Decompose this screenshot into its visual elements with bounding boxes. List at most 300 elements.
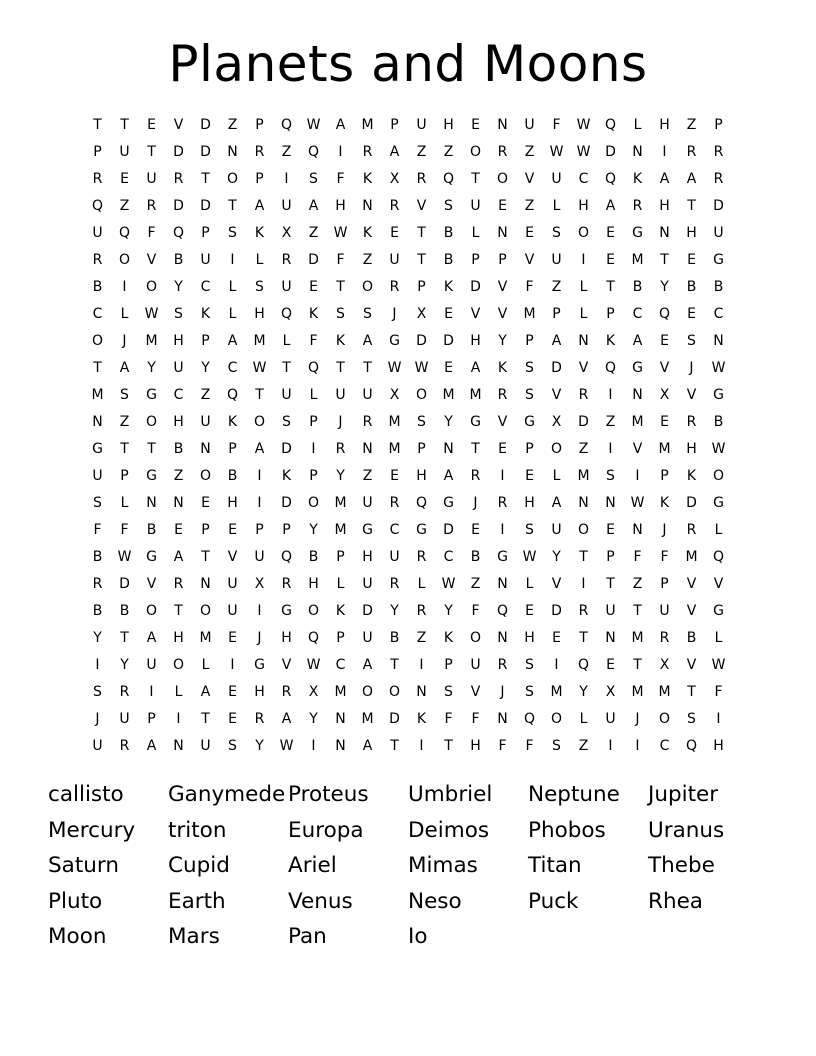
- grid-cell[interactable]: K: [335, 333, 346, 349]
- grid-cell[interactable]: P: [309, 468, 318, 484]
- grid-cell[interactable]: A: [335, 117, 346, 133]
- grid-cell[interactable]: W: [387, 360, 402, 376]
- grid-cell[interactable]: Q: [712, 549, 725, 565]
- grid-cell[interactable]: H: [173, 414, 184, 430]
- grid-cell[interactable]: R: [497, 495, 508, 511]
- grid-cell[interactable]: P: [309, 414, 318, 430]
- grid-cell[interactable]: Q: [91, 198, 104, 214]
- grid-cell[interactable]: D: [416, 333, 427, 349]
- grid-cell[interactable]: I: [635, 738, 640, 754]
- grid-cell[interactable]: U: [362, 630, 373, 646]
- grid-cell[interactable]: I: [257, 495, 262, 511]
- grid-cell[interactable]: D: [119, 576, 130, 592]
- grid-cell[interactable]: A: [308, 198, 319, 214]
- grid-cell[interactable]: I: [230, 657, 235, 673]
- grid-cell[interactable]: W: [711, 441, 726, 457]
- grid-cell[interactable]: T: [147, 144, 156, 160]
- grid-cell[interactable]: P: [498, 252, 507, 268]
- grid-cell[interactable]: D: [362, 603, 373, 619]
- grid-cell[interactable]: S: [174, 306, 183, 322]
- grid-cell[interactable]: J: [473, 495, 478, 511]
- grid-cell[interactable]: U: [281, 279, 292, 295]
- grid-cell[interactable]: T: [633, 657, 642, 673]
- grid-cell[interactable]: M: [523, 306, 536, 322]
- grid-cell[interactable]: N: [173, 738, 184, 754]
- grid-cell[interactable]: G: [443, 495, 454, 511]
- grid-cell[interactable]: G: [146, 468, 157, 484]
- grid-cell[interactable]: K: [416, 711, 427, 727]
- grid-cell[interactable]: V: [470, 684, 481, 700]
- grid-cell[interactable]: W: [117, 549, 132, 565]
- grid-cell[interactable]: F: [120, 522, 129, 538]
- grid-cell[interactable]: H: [254, 684, 265, 700]
- grid-cell[interactable]: U: [470, 198, 481, 214]
- grid-cell[interactable]: Y: [120, 657, 129, 673]
- grid-cell[interactable]: T: [201, 711, 210, 727]
- grid-cell[interactable]: K: [632, 171, 643, 187]
- grid-cell[interactable]: D: [713, 198, 724, 214]
- grid-cell[interactable]: S: [525, 684, 534, 700]
- grid-cell[interactable]: Q: [496, 603, 509, 619]
- grid-cell[interactable]: G: [146, 387, 157, 403]
- grid-cell[interactable]: Y: [498, 333, 507, 349]
- grid-cell[interactable]: T: [471, 441, 480, 457]
- grid-cell[interactable]: D: [605, 144, 616, 160]
- grid-cell[interactable]: D: [686, 495, 697, 511]
- grid-cell[interactable]: U: [389, 549, 400, 565]
- grid-cell[interactable]: U: [524, 117, 535, 133]
- grid-cell[interactable]: L: [579, 306, 588, 322]
- grid-cell[interactable]: N: [659, 225, 670, 241]
- grid-cell[interactable]: F: [660, 549, 669, 565]
- grid-cell[interactable]: U: [227, 576, 238, 592]
- grid-cell[interactable]: A: [362, 333, 373, 349]
- grid-cell[interactable]: O: [226, 171, 239, 187]
- grid-cell[interactable]: R: [254, 144, 265, 160]
- grid-cell[interactable]: M: [469, 387, 482, 403]
- grid-cell[interactable]: Y: [309, 711, 318, 727]
- grid-cell[interactable]: Z: [173, 468, 184, 484]
- grid-cell[interactable]: V: [713, 576, 724, 592]
- grid-cell[interactable]: A: [227, 333, 238, 349]
- grid-cell[interactable]: S: [525, 657, 534, 673]
- grid-cell[interactable]: T: [579, 630, 588, 646]
- grid-cell[interactable]: O: [388, 684, 401, 700]
- grid-cell[interactable]: I: [662, 144, 667, 160]
- grid-cell[interactable]: Y: [174, 279, 183, 295]
- grid-cell[interactable]: S: [228, 738, 237, 754]
- grid-cell[interactable]: Z: [605, 414, 616, 430]
- grid-cell[interactable]: K: [335, 603, 346, 619]
- grid-cell[interactable]: I: [311, 441, 316, 457]
- grid-cell[interactable]: L: [714, 522, 723, 538]
- grid-cell[interactable]: R: [92, 171, 103, 187]
- grid-cell[interactable]: R: [416, 603, 427, 619]
- grid-cell[interactable]: L: [228, 279, 237, 295]
- grid-cell[interactable]: S: [282, 414, 291, 430]
- grid-cell[interactable]: M: [334, 495, 347, 511]
- grid-cell[interactable]: E: [174, 522, 183, 538]
- grid-cell[interactable]: X: [416, 306, 427, 322]
- grid-cell[interactable]: D: [443, 333, 454, 349]
- grid-cell[interactable]: A: [470, 360, 481, 376]
- grid-cell[interactable]: X: [281, 225, 292, 241]
- grid-cell[interactable]: O: [199, 468, 212, 484]
- grid-cell[interactable]: N: [497, 711, 508, 727]
- grid-cell[interactable]: M: [685, 549, 698, 565]
- grid-cell[interactable]: S: [417, 414, 426, 430]
- grid-cell[interactable]: C: [632, 306, 643, 322]
- grid-cell[interactable]: E: [444, 360, 453, 376]
- grid-cell[interactable]: Z: [119, 414, 130, 430]
- grid-cell[interactable]: G: [362, 522, 373, 538]
- grid-cell[interactable]: L: [309, 387, 318, 403]
- grid-cell[interactable]: U: [605, 603, 616, 619]
- grid-cell[interactable]: I: [284, 171, 289, 187]
- grid-cell[interactable]: K: [254, 225, 265, 241]
- grid-cell[interactable]: U: [146, 657, 157, 673]
- grid-cell[interactable]: I: [581, 252, 586, 268]
- grid-cell[interactable]: Q: [415, 495, 428, 511]
- grid-cell[interactable]: V: [497, 279, 508, 295]
- grid-cell[interactable]: R: [389, 495, 400, 511]
- grid-cell[interactable]: E: [552, 630, 561, 646]
- grid-cell[interactable]: T: [390, 657, 399, 673]
- grid-cell[interactable]: N: [632, 144, 643, 160]
- grid-cell[interactable]: K: [443, 279, 454, 295]
- grid-cell[interactable]: O: [496, 171, 509, 187]
- grid-cell[interactable]: J: [257, 630, 262, 646]
- grid-cell[interactable]: E: [228, 684, 237, 700]
- grid-cell[interactable]: S: [525, 387, 534, 403]
- grid-cell[interactable]: M: [442, 387, 455, 403]
- grid-cell[interactable]: L: [552, 198, 561, 214]
- grid-cell[interactable]: G: [632, 225, 643, 241]
- grid-cell[interactable]: U: [713, 225, 724, 241]
- grid-cell[interactable]: N: [632, 387, 643, 403]
- grid-cell[interactable]: T: [471, 171, 480, 187]
- grid-cell[interactable]: M: [577, 468, 590, 484]
- grid-cell[interactable]: A: [254, 198, 265, 214]
- grid-cell[interactable]: R: [173, 171, 184, 187]
- grid-cell[interactable]: Q: [307, 360, 320, 376]
- grid-cell[interactable]: I: [581, 576, 586, 592]
- grid-cell[interactable]: Y: [147, 360, 156, 376]
- grid-cell[interactable]: U: [146, 171, 157, 187]
- grid-cell[interactable]: R: [362, 144, 373, 160]
- grid-cell[interactable]: Z: [524, 144, 535, 160]
- grid-cell[interactable]: L: [336, 576, 345, 592]
- grid-cell[interactable]: H: [173, 630, 184, 646]
- grid-cell[interactable]: E: [120, 171, 129, 187]
- grid-cell[interactable]: J: [122, 333, 127, 349]
- grid-cell[interactable]: U: [335, 387, 346, 403]
- grid-cell[interactable]: I: [608, 738, 613, 754]
- grid-cell[interactable]: B: [146, 522, 157, 538]
- grid-cell[interactable]: U: [92, 738, 103, 754]
- grid-cell[interactable]: R: [92, 252, 103, 268]
- grid-cell[interactable]: B: [632, 279, 643, 295]
- grid-cell[interactable]: H: [524, 495, 535, 511]
- grid-cell[interactable]: E: [147, 117, 156, 133]
- grid-cell[interactable]: E: [228, 630, 237, 646]
- grid-cell[interactable]: D: [200, 117, 211, 133]
- grid-cell[interactable]: O: [658, 711, 671, 727]
- grid-cell[interactable]: T: [93, 117, 102, 133]
- grid-cell[interactable]: C: [578, 171, 589, 187]
- grid-cell[interactable]: A: [686, 171, 697, 187]
- grid-cell[interactable]: V: [497, 306, 508, 322]
- grid-cell[interactable]: G: [713, 603, 724, 619]
- grid-cell[interactable]: Q: [280, 306, 293, 322]
- grid-cell[interactable]: V: [578, 360, 589, 376]
- grid-cell[interactable]: L: [282, 333, 291, 349]
- grid-cell[interactable]: U: [200, 414, 211, 430]
- grid-cell[interactable]: R: [146, 198, 157, 214]
- grid-cell[interactable]: S: [525, 522, 534, 538]
- grid-cell[interactable]: N: [362, 198, 373, 214]
- grid-cell[interactable]: V: [686, 387, 697, 403]
- grid-cell[interactable]: Y: [444, 414, 453, 430]
- grid-cell[interactable]: U: [173, 360, 184, 376]
- grid-cell[interactable]: T: [606, 279, 615, 295]
- grid-cell[interactable]: Z: [227, 117, 238, 133]
- grid-cell[interactable]: S: [552, 738, 561, 754]
- grid-cell[interactable]: U: [551, 171, 562, 187]
- grid-cell[interactable]: N: [497, 225, 508, 241]
- grid-cell[interactable]: G: [713, 387, 724, 403]
- grid-cell[interactable]: V: [416, 198, 427, 214]
- grid-cell[interactable]: M: [334, 522, 347, 538]
- grid-cell[interactable]: D: [389, 711, 400, 727]
- grid-cell[interactable]: T: [147, 441, 156, 457]
- grid-cell[interactable]: T: [417, 225, 426, 241]
- grid-cell[interactable]: G: [713, 252, 724, 268]
- grid-cell[interactable]: A: [146, 738, 157, 754]
- grid-cell[interactable]: T: [633, 603, 642, 619]
- grid-cell[interactable]: I: [635, 468, 640, 484]
- grid-cell[interactable]: I: [500, 522, 505, 538]
- grid-cell[interactable]: H: [470, 738, 481, 754]
- grid-cell[interactable]: C: [443, 549, 454, 565]
- grid-cell[interactable]: N: [605, 495, 616, 511]
- grid-cell[interactable]: H: [524, 630, 535, 646]
- grid-cell[interactable]: L: [228, 306, 237, 322]
- grid-cell[interactable]: U: [119, 711, 130, 727]
- grid-cell[interactable]: Q: [685, 738, 698, 754]
- grid-cell[interactable]: F: [471, 603, 480, 619]
- grid-cell[interactable]: Z: [362, 252, 373, 268]
- grid-cell[interactable]: O: [469, 144, 482, 160]
- grid-cell[interactable]: I: [419, 738, 424, 754]
- grid-cell[interactable]: D: [470, 279, 481, 295]
- grid-cell[interactable]: P: [714, 117, 723, 133]
- grid-cell[interactable]: U: [92, 225, 103, 241]
- grid-cell[interactable]: D: [200, 144, 211, 160]
- grid-cell[interactable]: Z: [416, 144, 427, 160]
- grid-cell[interactable]: C: [173, 387, 184, 403]
- grid-cell[interactable]: Z: [470, 576, 481, 592]
- grid-cell[interactable]: Q: [442, 171, 455, 187]
- grid-cell[interactable]: N: [200, 576, 211, 592]
- grid-cell[interactable]: D: [173, 198, 184, 214]
- grid-cell[interactable]: K: [605, 333, 616, 349]
- grid-cell[interactable]: X: [659, 657, 670, 673]
- grid-cell[interactable]: T: [120, 441, 129, 457]
- grid-cell[interactable]: U: [362, 576, 373, 592]
- grid-cell[interactable]: O: [307, 495, 320, 511]
- grid-cell[interactable]: I: [176, 711, 181, 727]
- grid-cell[interactable]: Z: [578, 441, 589, 457]
- grid-cell[interactable]: I: [230, 252, 235, 268]
- grid-cell[interactable]: L: [633, 117, 642, 133]
- grid-cell[interactable]: Y: [390, 603, 399, 619]
- grid-cell[interactable]: T: [282, 360, 291, 376]
- grid-cell[interactable]: O: [145, 414, 158, 430]
- grid-cell[interactable]: X: [659, 387, 670, 403]
- grid-cell[interactable]: F: [147, 225, 156, 241]
- grid-cell[interactable]: V: [173, 117, 184, 133]
- grid-cell[interactable]: H: [686, 441, 697, 457]
- grid-cell[interactable]: S: [444, 684, 453, 700]
- grid-cell[interactable]: P: [201, 333, 210, 349]
- grid-cell[interactable]: R: [686, 522, 697, 538]
- grid-cell[interactable]: E: [444, 306, 453, 322]
- grid-cell[interactable]: H: [416, 468, 427, 484]
- grid-cell[interactable]: P: [417, 441, 426, 457]
- grid-cell[interactable]: S: [255, 279, 264, 295]
- grid-cell[interactable]: Q: [307, 144, 320, 160]
- grid-cell[interactable]: U: [389, 252, 400, 268]
- grid-cell[interactable]: N: [578, 333, 589, 349]
- grid-cell[interactable]: R: [119, 738, 130, 754]
- grid-cell[interactable]: Z: [200, 387, 211, 403]
- grid-cell[interactable]: A: [632, 333, 643, 349]
- grid-cell[interactable]: R: [497, 144, 508, 160]
- grid-cell[interactable]: T: [444, 738, 453, 754]
- grid-cell[interactable]: E: [606, 657, 615, 673]
- grid-cell[interactable]: E: [606, 252, 615, 268]
- grid-cell[interactable]: X: [308, 684, 319, 700]
- grid-cell[interactable]: Z: [524, 198, 535, 214]
- grid-cell[interactable]: O: [577, 225, 590, 241]
- grid-cell[interactable]: V: [686, 657, 697, 673]
- grid-cell[interactable]: J: [662, 522, 667, 538]
- grid-cell[interactable]: A: [200, 684, 211, 700]
- grid-cell[interactable]: L: [552, 468, 561, 484]
- grid-cell[interactable]: P: [336, 549, 345, 565]
- grid-cell[interactable]: E: [228, 711, 237, 727]
- grid-cell[interactable]: R: [686, 414, 697, 430]
- grid-cell[interactable]: V: [632, 441, 643, 457]
- grid-cell[interactable]: A: [443, 468, 454, 484]
- grid-cell[interactable]: H: [578, 198, 589, 214]
- grid-cell[interactable]: M: [253, 333, 266, 349]
- grid-cell[interactable]: R: [119, 684, 130, 700]
- grid-cell[interactable]: M: [550, 684, 563, 700]
- grid-cell[interactable]: T: [120, 630, 129, 646]
- grid-cell[interactable]: W: [576, 144, 591, 160]
- grid-cell[interactable]: B: [92, 603, 103, 619]
- grid-cell[interactable]: N: [605, 630, 616, 646]
- grid-cell[interactable]: T: [390, 738, 399, 754]
- grid-cell[interactable]: Y: [444, 603, 453, 619]
- grid-cell[interactable]: M: [631, 252, 644, 268]
- grid-cell[interactable]: I: [500, 468, 505, 484]
- grid-cell[interactable]: C: [659, 738, 670, 754]
- grid-cell[interactable]: E: [525, 225, 534, 241]
- grid-cell[interactable]: U: [200, 738, 211, 754]
- grid-cell[interactable]: W: [306, 657, 321, 673]
- grid-cell[interactable]: K: [362, 171, 373, 187]
- grid-cell[interactable]: S: [363, 306, 372, 322]
- grid-cell[interactable]: H: [659, 198, 670, 214]
- grid-cell[interactable]: Y: [255, 738, 264, 754]
- grid-cell[interactable]: Y: [201, 360, 210, 376]
- grid-cell[interactable]: B: [92, 549, 103, 565]
- grid-cell[interactable]: Q: [118, 225, 131, 241]
- grid-cell[interactable]: P: [525, 441, 534, 457]
- grid-cell[interactable]: O: [199, 603, 212, 619]
- grid-cell[interactable]: R: [416, 171, 427, 187]
- grid-cell[interactable]: R: [686, 144, 697, 160]
- grid-cell[interactable]: E: [498, 441, 507, 457]
- grid-cell[interactable]: B: [713, 414, 724, 430]
- grid-cell[interactable]: N: [416, 684, 427, 700]
- grid-cell[interactable]: P: [660, 576, 669, 592]
- grid-cell[interactable]: O: [550, 711, 563, 727]
- grid-cell[interactable]: N: [632, 522, 643, 538]
- grid-cell[interactable]: O: [253, 414, 266, 430]
- grid-cell[interactable]: O: [469, 630, 482, 646]
- grid-cell[interactable]: J: [338, 414, 343, 430]
- grid-cell[interactable]: I: [95, 657, 100, 673]
- grid-cell[interactable]: A: [362, 657, 373, 673]
- grid-cell[interactable]: Z: [443, 144, 454, 160]
- grid-cell[interactable]: F: [336, 171, 345, 187]
- grid-cell[interactable]: U: [281, 198, 292, 214]
- grid-cell[interactable]: R: [281, 576, 292, 592]
- grid-cell[interactable]: T: [687, 198, 696, 214]
- grid-cell[interactable]: T: [336, 279, 345, 295]
- grid-cell[interactable]: Q: [226, 387, 239, 403]
- grid-cell[interactable]: U: [281, 387, 292, 403]
- grid-cell[interactable]: E: [471, 117, 480, 133]
- grid-cell[interactable]: S: [687, 333, 696, 349]
- grid-cell[interactable]: T: [363, 360, 372, 376]
- grid-cell[interactable]: S: [606, 468, 615, 484]
- grid-cell[interactable]: P: [93, 144, 102, 160]
- grid-cell[interactable]: E: [228, 522, 237, 538]
- grid-cell[interactable]: Q: [523, 711, 536, 727]
- grid-cell[interactable]: Z: [281, 144, 292, 160]
- grid-cell[interactable]: L: [579, 279, 588, 295]
- grid-cell[interactable]: V: [146, 576, 157, 592]
- grid-cell[interactable]: G: [470, 414, 481, 430]
- grid-cell[interactable]: N: [335, 711, 346, 727]
- grid-cell[interactable]: B: [119, 603, 130, 619]
- grid-cell[interactable]: I: [419, 657, 424, 673]
- grid-cell[interactable]: M: [388, 414, 401, 430]
- grid-cell[interactable]: O: [307, 603, 320, 619]
- grid-cell[interactable]: E: [201, 495, 210, 511]
- grid-cell[interactable]: V: [146, 252, 157, 268]
- grid-cell[interactable]: G: [524, 414, 535, 430]
- grid-cell[interactable]: G: [146, 549, 157, 565]
- grid-cell[interactable]: O: [577, 522, 590, 538]
- grid-cell[interactable]: H: [659, 117, 670, 133]
- grid-cell[interactable]: G: [632, 360, 643, 376]
